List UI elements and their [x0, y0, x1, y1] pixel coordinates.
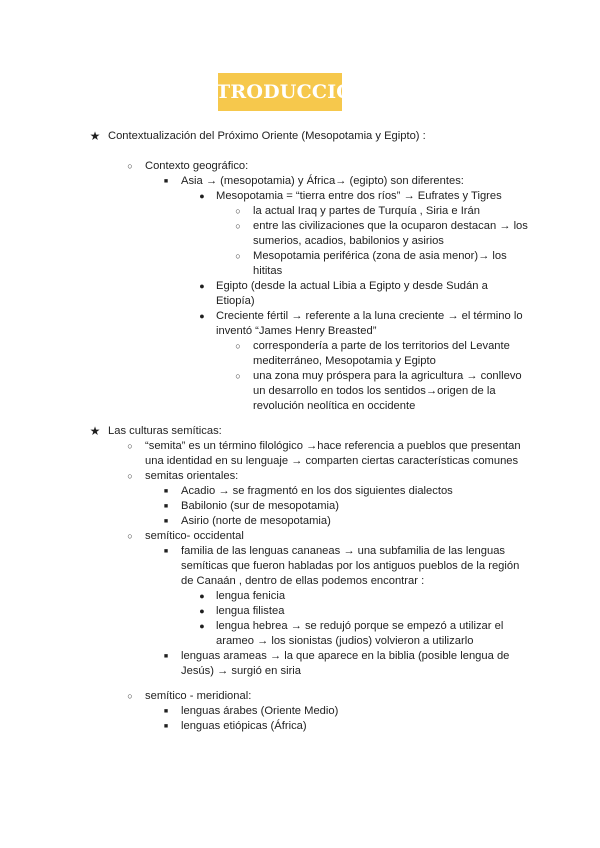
list-item: lenguas árabes (Oriente Medio)	[181, 705, 339, 717]
list-item-continuation: Etiopía)	[216, 295, 255, 307]
square-bullet-icon: ■	[163, 518, 169, 525]
egipto-item: Egipto (desde la actual Libia a Egipto y desde Sudán a	[216, 280, 488, 292]
circle-bullet-icon: ○	[127, 441, 133, 451]
circle-bullet-icon: ○	[235, 371, 241, 381]
list-item-continuation: revolución neolítica en occidente	[253, 400, 416, 412]
list-item: una zona muy próspera para la agricultura → conllevo	[253, 370, 522, 382]
list-item: correspondería a parte de los territorios del Levante	[253, 340, 510, 352]
circle-bullet-icon: ○	[235, 221, 241, 231]
square-bullet-icon: ■	[163, 178, 169, 185]
list-item: la actual Iraq y partes de Turquía , Siria e Irán	[253, 205, 480, 217]
square-bullet-icon: ■	[163, 548, 169, 555]
dot-bullet-icon: ●	[199, 591, 205, 601]
mesopotamia-item: Mesopotamia = “tierra entre dos ríos” → Eufrates y Tigres	[216, 190, 502, 202]
asia-africa-item: Asia → (mesopotamia) y África→ (egipto) son diferentes:	[181, 175, 464, 187]
creciente-item: Creciente fértil → referente a la luna creciente → el término lo	[216, 310, 523, 322]
circle-bullet-icon: ○	[235, 341, 241, 351]
semitico-meridional-item: semítico - meridional:	[145, 690, 252, 702]
list-item-continuation: mediterráneo, Mesopotamia y Egipto	[253, 355, 436, 367]
title-banner: INTRODUCCIÓN	[218, 73, 342, 111]
square-bullet-icon: ■	[163, 488, 169, 495]
list-item: entre las civilizaciones que la ocuparon destacan → los	[253, 220, 528, 232]
list-item-continuation: semíticas que fueron habladas por los antiguos pueblos de la región	[181, 560, 520, 572]
list-item-continuation: una identidad en su lenguaje → comparten ciertas características comunes	[145, 455, 519, 467]
circle-bullet-icon: ○	[235, 206, 241, 216]
list-item: Babilonio (sur de mesopotamia)	[181, 500, 339, 512]
semitico-occidental-item: semítico- occidental	[145, 530, 244, 542]
list-item-continuation: inventó “James Henry Breasted”	[216, 325, 377, 337]
list-item: Mesopotamia periférica (zona de asia menor)→ los	[253, 250, 507, 262]
dot-bullet-icon: ●	[199, 311, 205, 321]
star-bullet-icon: ★	[89, 424, 101, 438]
square-bullet-icon: ■	[163, 708, 169, 715]
dot-bullet-icon: ●	[199, 621, 205, 631]
dot-bullet-icon: ●	[199, 606, 205, 616]
list-item: lengua filistea	[216, 605, 285, 617]
list-item: lenguas etiópicas (África)	[181, 720, 307, 732]
circle-bullet-icon: ○	[235, 251, 241, 261]
dot-bullet-icon: ●	[199, 281, 205, 291]
list-item: familia de las lenguas cananeas → una subfamilia de las lenguas	[181, 545, 506, 557]
list-item-continuation: Jesús) → surgió en siria	[181, 665, 301, 677]
list-item: lengua hebrea → se redujó porque se empezó a utilizar el	[216, 620, 504, 632]
list-item-continuation: de Canaán , dentro de ellas podemos encontrar :	[181, 575, 425, 587]
list-item-continuation: arameo → los sionistas (judios) volvieron a utilizarlo	[216, 635, 474, 647]
section1-heading: Contextualización del Próximo Oriente (Mesopotamia y Egipto) :	[108, 130, 426, 142]
square-bullet-icon: ■	[163, 653, 169, 660]
circle-bullet-icon: ○	[127, 161, 133, 171]
list-item: Asirio (norte de mesopotamia)	[181, 515, 331, 527]
list-item: lengua fenicia	[216, 590, 286, 602]
square-bullet-icon: ■	[163, 723, 169, 730]
geo-context-label: Contexto geográfico:	[145, 160, 249, 172]
list-item-continuation: un desarrollo en todos los sentidos→origen de la	[253, 385, 496, 397]
list-item: lenguas arameas → la que aparece en la biblia (posible lengua de	[181, 650, 510, 662]
dot-bullet-icon: ●	[199, 191, 205, 201]
circle-bullet-icon: ○	[127, 691, 133, 701]
section2-heading: Las culturas semíticas:	[108, 425, 222, 437]
list-item-continuation: hititas	[253, 265, 283, 277]
star-bullet-icon: ★	[89, 129, 101, 143]
circle-bullet-icon: ○	[127, 471, 133, 481]
semita-item: “semita” es un término filológico →hace referencia a pueblos que presentan	[145, 440, 521, 452]
square-bullet-icon: ■	[163, 503, 169, 510]
list-item: Acadio → se fragmentó en los dos siguientes dialectos	[181, 485, 453, 497]
semitas-orientales-item: semitas orientales:	[145, 470, 239, 482]
list-item-continuation: sumerios, acadios, babilonios y asirios	[253, 235, 444, 247]
circle-bullet-icon: ○	[127, 531, 133, 541]
